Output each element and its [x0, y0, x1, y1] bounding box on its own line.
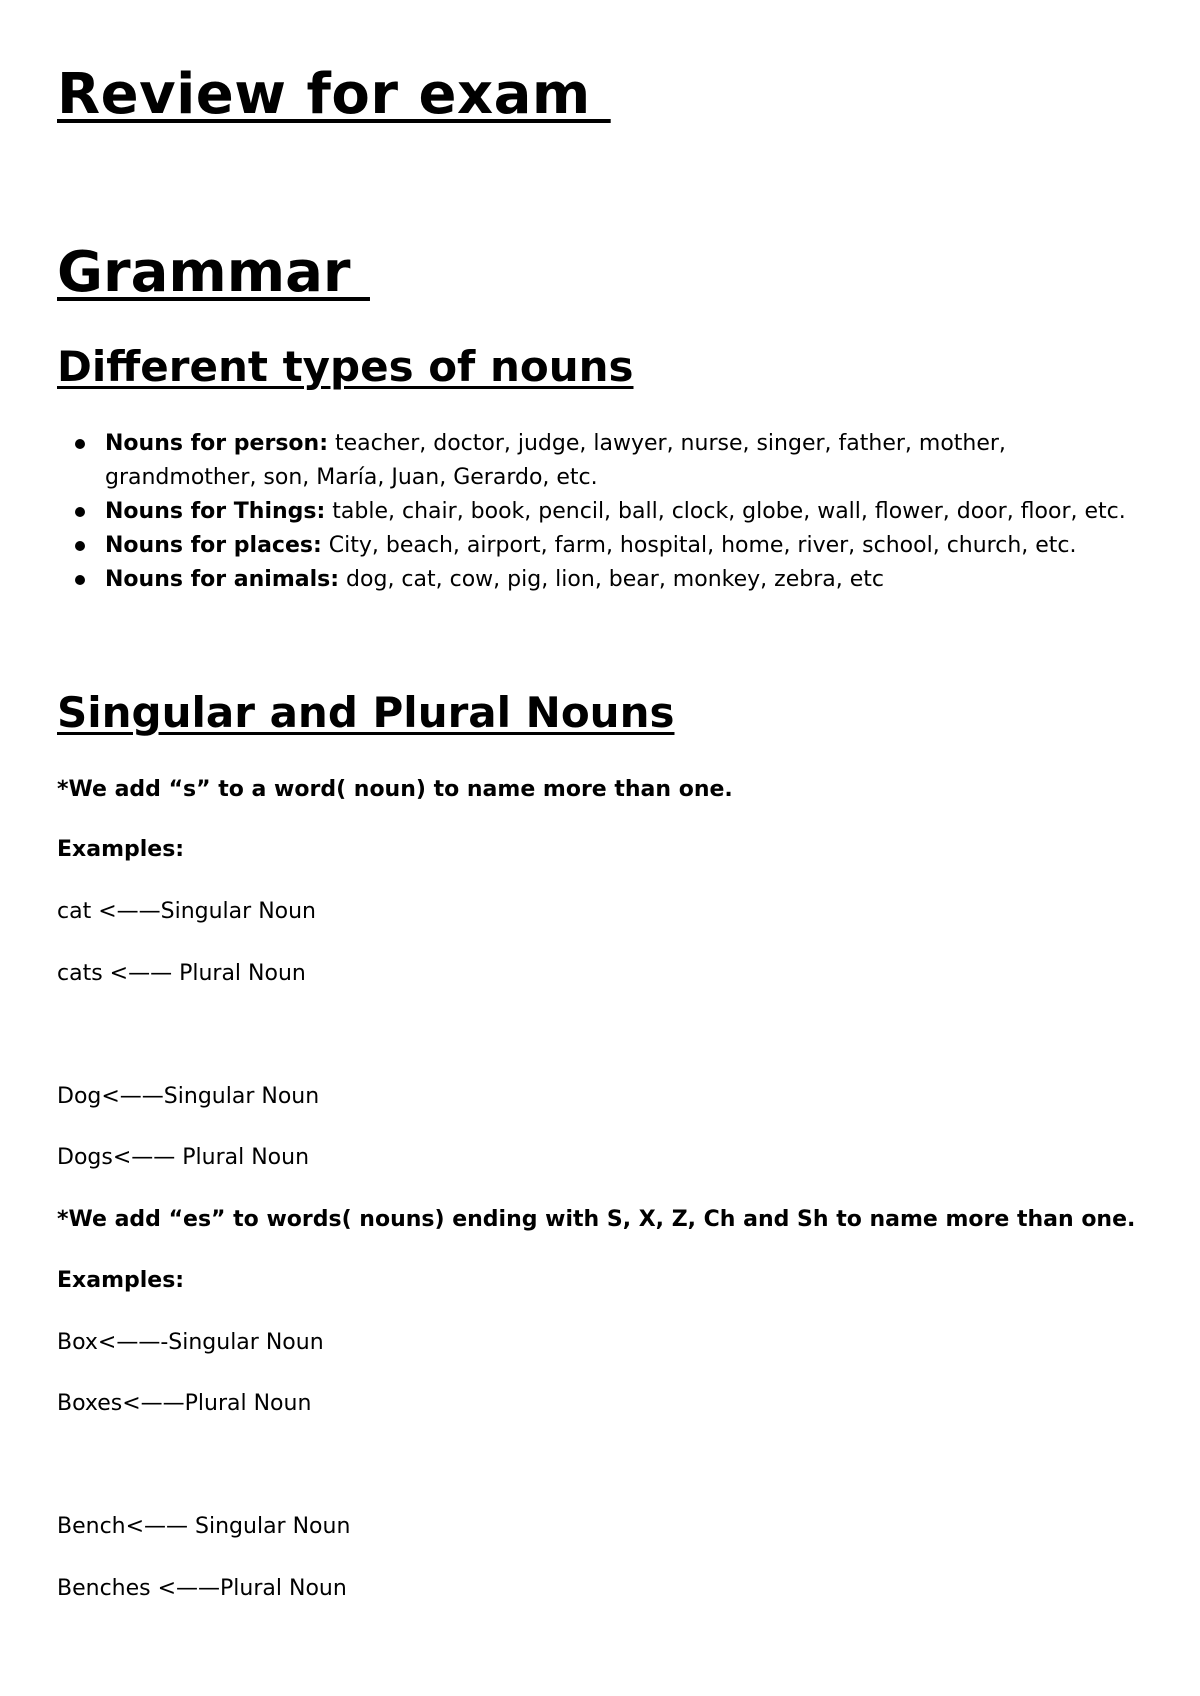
noun-type-label: Nouns for Things:: [105, 499, 326, 524]
heading-singular-plural: Singular and Plural Nouns: [57, 688, 675, 737]
example-dog: Dog<——Singular Noun: [57, 1084, 320, 1109]
section-title-grammar: Grammar: [57, 240, 370, 305]
noun-type-examples: City, beach, airport, farm, hospital, home, river, school, church, etc.: [321, 533, 1077, 558]
list-item: [57, 495, 1157, 529]
list-item: [57, 563, 1157, 597]
example-box: Box<——-Singular Noun: [57, 1330, 324, 1355]
noun-type-label: Nouns for places:: [105, 533, 322, 558]
example-boxes: Boxes<——Plural Noun: [57, 1391, 312, 1416]
noun-type-examples: table, chair, book, pencil, ball, clock, globe, wall, flower, door, floor, etc.: [325, 499, 1126, 524]
noun-type-label: Nouns for animals:: [105, 567, 340, 592]
rule-add-s: *We add “s” to a word( noun) to name more than one.: [57, 777, 733, 802]
bullet-icon: [75, 541, 85, 551]
bullet-icon: [75, 575, 85, 585]
example-benches: Benches <——Plural Noun: [57, 1576, 347, 1601]
rule-add-es: *We add “es” to words( nouns) ending with S, X, Z, Ch and Sh to name more than one.: [57, 1207, 1136, 1232]
document-title: Review for exam: [57, 62, 611, 127]
example-dogs: Dogs<—— Plural Noun: [57, 1145, 310, 1170]
example-bench: Bench<—— Singular Noun: [57, 1514, 351, 1539]
list-item: [57, 529, 1157, 563]
noun-types-list: [57, 427, 1157, 597]
noun-type-examples: dog, cat, cow, pig, lion, bear, monkey, zebra, etc: [339, 567, 884, 592]
example-cats: cats <—— Plural Noun: [57, 961, 306, 986]
noun-type-examples: teacher, doctor, judge, lawyer, nurse, singer, father, mother, grandmother, son, María, Juan, Gerardo, etc.: [105, 431, 1006, 490]
heading-types-of-nouns: Different types of nouns: [57, 342, 634, 391]
bullet-icon: [75, 439, 85, 449]
list-item: [57, 427, 1157, 495]
examples-label: Examples:: [57, 1268, 185, 1293]
bullet-icon: [75, 507, 85, 517]
example-cat: cat <——Singular Noun: [57, 899, 316, 924]
examples-label: Examples:: [57, 837, 185, 862]
noun-type-label: Nouns for person:: [105, 431, 328, 456]
